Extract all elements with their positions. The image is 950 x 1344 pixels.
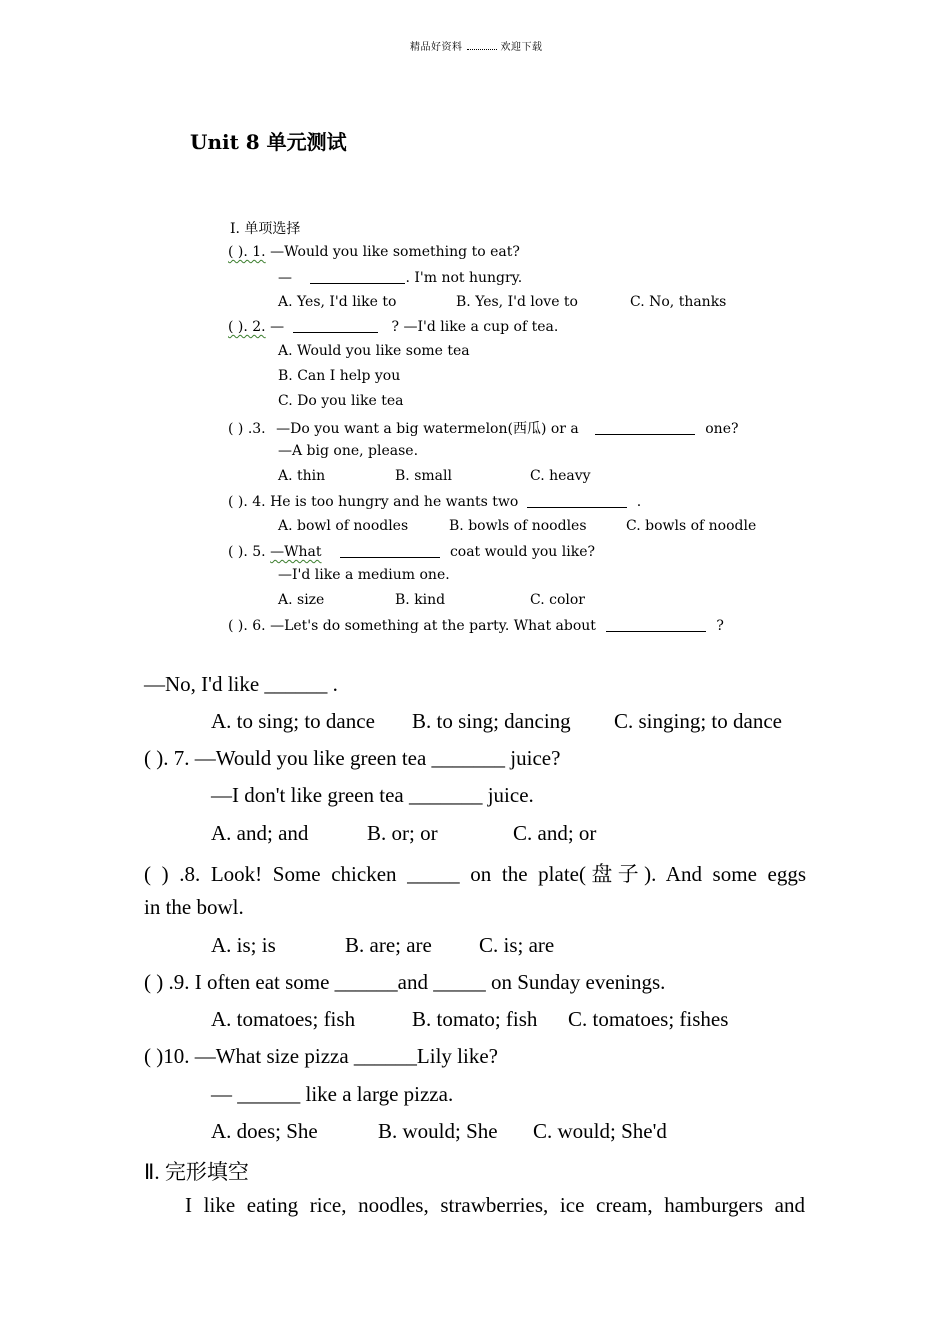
answer-blank[interactable] bbox=[527, 493, 627, 508]
q9-option-a: A. tomatoes; fish bbox=[211, 1007, 356, 1031]
q1-prompt: —Would you like something to eat? bbox=[270, 244, 520, 260]
q5-option-b: B. kind bbox=[395, 592, 446, 608]
q1-reply: — . I'm not hungry. bbox=[278, 270, 523, 286]
q10-line-2: — ______ like a large pizza. bbox=[211, 1082, 454, 1106]
q9-option-b: B. tomato; fish bbox=[412, 1007, 538, 1031]
q10-option-b: B. would; She bbox=[378, 1119, 498, 1143]
answer-blank[interactable] bbox=[310, 269, 405, 284]
answer-blank[interactable] bbox=[293, 318, 378, 333]
page-header bbox=[410, 38, 543, 53]
q3-answer: —A big one, please. bbox=[278, 443, 419, 459]
q5-option-a: A. size bbox=[278, 592, 325, 608]
question-5: ( ). 5. —What coat would you like? bbox=[228, 544, 595, 560]
q6-option-a: A. to sing; to dance bbox=[211, 709, 375, 733]
q1-option-a: A. Yes, I'd like to bbox=[278, 294, 397, 310]
section-2-heading: Ⅱ. 完形填空 bbox=[144, 1160, 249, 1184]
q6-option-c: C. singing; to dance bbox=[614, 709, 782, 733]
question-10: ( )10. —What size pizza ______Lily like? bbox=[144, 1044, 498, 1068]
q1-paren: ( ). 1. bbox=[228, 244, 266, 260]
question-9: ( ) .9. I often eat some ______and _____ on Sunday evenings. bbox=[144, 970, 666, 994]
answer-blank[interactable] bbox=[606, 617, 706, 632]
answer-blank[interactable] bbox=[595, 420, 695, 435]
q2-paren: ( ). 2. bbox=[228, 319, 266, 335]
q7-option-a: A. and; and bbox=[211, 821, 309, 845]
question-2: ( ). 2. — ? —I'd like a cup of tea. bbox=[228, 319, 559, 335]
question-8: ( ) .8. Look! Some chicken _____ on the plate(盘子). And some eggs bbox=[144, 862, 806, 886]
q9-option-c: C. tomatoes; fishes bbox=[568, 1007, 729, 1031]
q4-option-a: A. bowl of noodles bbox=[278, 518, 409, 534]
q3-option-c: C. heavy bbox=[530, 468, 591, 484]
question-1 bbox=[228, 244, 520, 260]
answer-blank[interactable] bbox=[340, 543, 440, 558]
section-1-heading: Ⅰ. 单项选择 bbox=[230, 221, 301, 237]
q5-option-c: C. color bbox=[530, 592, 585, 608]
q2-option-b: B. Can I help you bbox=[278, 368, 401, 384]
header-right: 欢迎下载 bbox=[500, 42, 543, 53]
q2-option-a: A. Would you like some tea bbox=[278, 343, 470, 359]
q2-option-c: C. Do you like tea bbox=[278, 393, 404, 409]
q1-option-b: B. Yes, I'd love to bbox=[456, 294, 578, 310]
header-left: 精品好资料 bbox=[410, 42, 463, 53]
q10-option-c: C. would; She'd bbox=[533, 1119, 667, 1143]
question-3: ( ) .3. —Do you want a big watermelon(西瓜) or a one? bbox=[228, 421, 739, 437]
q5-answer: —I'd like a medium one. bbox=[278, 567, 450, 583]
q3-option-b: B. small bbox=[395, 468, 452, 484]
q8-option-b: B. are; are bbox=[345, 933, 432, 957]
q7-line-2: —I don't like green tea _______ juice. bbox=[211, 783, 534, 807]
q7-option-b: B. or; or bbox=[367, 821, 438, 845]
q10-option-a: A. does; She bbox=[211, 1119, 318, 1143]
q7-option-c: C. and; or bbox=[513, 821, 597, 845]
q6-answer: —No, I'd like ______ . bbox=[144, 672, 338, 696]
q8-option-c: C. is; are bbox=[479, 933, 555, 957]
q8-line-2: in the bowl. bbox=[144, 895, 244, 919]
q1-option-c: C. No, thanks bbox=[630, 294, 727, 310]
question-4: ( ). 4. He is too hungry and he wants two . bbox=[228, 494, 642, 510]
q8-option-a: A. is; is bbox=[211, 933, 276, 957]
page-title: Unit 8 单元测试 bbox=[190, 130, 347, 154]
q3-option-a: A. thin bbox=[278, 468, 326, 484]
question-7: ( ). 7. —Would you like green tea _______ juice? bbox=[144, 746, 561, 770]
question-6: ( ). 6. —Let's do something at the party. What about ? bbox=[228, 618, 724, 634]
q6-option-b: B. to sing; dancing bbox=[412, 709, 571, 733]
q4-option-b: B. bowls of noodles bbox=[449, 518, 587, 534]
q4-option-c: C. bowls of noodle bbox=[626, 518, 757, 534]
cloze-passage: I like eating rice, noodles, strawberries, ice cream, hamburgers and bbox=[185, 1193, 805, 1217]
